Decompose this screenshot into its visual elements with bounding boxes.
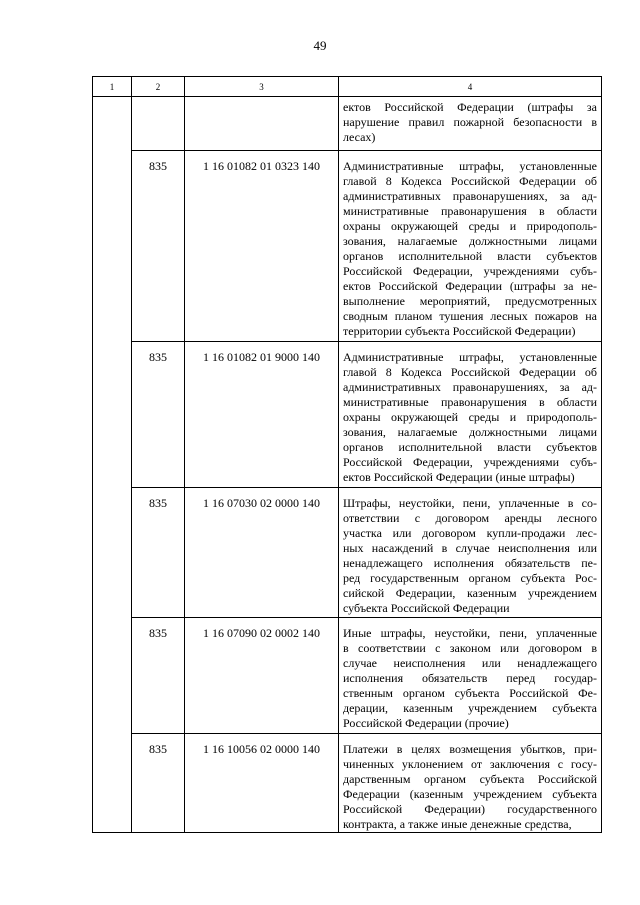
description-line: участка или договором купли-продажи лес- (343, 526, 597, 540)
description-line: дарственным органом субъекта Российской (343, 772, 597, 786)
budget-code-cell: 1 16 10056 02 0000 140 (185, 734, 339, 833)
description-line: Российской Федерации) государственного (343, 802, 597, 816)
description-line: ред государственным органом субъекта Рос- (343, 571, 597, 585)
description-cell (339, 488, 602, 618)
description-line: Иные штрафы, неустойки, пени, уплаченные (343, 626, 597, 640)
budget-codes-table (92, 76, 602, 833)
admin-code-cell (132, 97, 185, 151)
description-line: чиненных уклонением от заключения с госу- (343, 757, 597, 771)
admin-code-cell: 835 (132, 342, 185, 488)
description-line: главой 8 Кодекса Российской Федерации об (343, 174, 597, 188)
table-header-row (93, 77, 602, 97)
table-row (93, 734, 602, 833)
description-line: исполнения обязательств перед государ- (343, 671, 597, 685)
description-line: ектов Российской Федерации (штрафы за не- (343, 279, 597, 293)
description-line: сводным планом тушения лесных пожаров на (343, 309, 597, 323)
description-cell (339, 618, 602, 734)
description-line: субъекта Российской Федерации (343, 601, 510, 615)
description-line: ненадлежащего исполнения обязательств пе- (343, 556, 597, 570)
budget-code-cell: 1 16 07030 02 0000 140 (185, 488, 339, 618)
description-line: Административные штрафы, установленные (343, 350, 597, 364)
description-line: лесах) (343, 130, 376, 144)
description-line: нарушение правил пожарной безопасности в (343, 115, 597, 129)
description-line: территории субъекта Российской Федерации) (343, 324, 576, 338)
description-line: ных насаждений в случае неисполнения или (343, 541, 597, 555)
description-line: административных правонарушениях, за ад- (343, 380, 597, 394)
header-col-4: 4 (339, 77, 602, 97)
admin-code-cell: 835 (132, 618, 185, 734)
description-line: контракта, а также иные денежные средства, (343, 817, 572, 831)
budget-code-cell (185, 97, 339, 151)
admin-code-cell: 835 (132, 151, 185, 342)
description-cell (339, 734, 602, 833)
description-line: главой 8 Кодекса Российской Федерации об (343, 365, 597, 379)
header-col-3: 3 (185, 77, 339, 97)
description-line: охраны окружающей среды и природополь- (343, 410, 597, 424)
description-line: дерации, казенным учреждением субъекта (343, 701, 597, 715)
header-col-1: 1 (93, 77, 132, 97)
description-line: органов исполнительной власти субъектов (343, 440, 597, 454)
description-line: охраны окружающей среды и природополь- (343, 219, 597, 233)
description-cell (339, 151, 602, 342)
blank-col-1-cell (93, 97, 132, 833)
page-number: 49 (313, 38, 327, 53)
table-row (93, 151, 602, 342)
description-line: Федерации (казенным учреждением субъекта (343, 787, 597, 801)
description-line: Российской Федерации, учреждениями субъ- (343, 455, 597, 469)
description-line: сийской Федерации, казенным учреждением (343, 586, 597, 600)
table-row (93, 342, 602, 488)
admin-code-cell: 835 (132, 734, 185, 833)
description-line: административных правонарушениях, за ад- (343, 189, 597, 203)
description-line: зования, налагаемые должностными лицами (343, 425, 597, 439)
description-line: в соответствии с законом или договором в (343, 641, 597, 655)
header-col-2: 2 (132, 77, 185, 97)
table-row (93, 488, 602, 618)
description-line: ектов Российской Федерации (штрафы за (343, 100, 597, 114)
description-line: Штрафы, неустойки, пени, уплаченные в со- (343, 496, 597, 510)
description-line: органов исполнительной власти субъектов (343, 249, 597, 263)
description-line: ответствии с договором аренды лесного (343, 511, 597, 525)
description-line: зования, налагаемые должностными лицами (343, 234, 597, 248)
budget-code-cell: 1 16 01082 01 0323 140 (185, 151, 339, 342)
table-row (93, 97, 602, 151)
description-line: ственным органом субъекта Российской Фе- (343, 686, 597, 700)
description-line: министративные правонарушения в области (343, 395, 597, 409)
budget-code-cell: 1 16 07090 02 0002 140 (185, 618, 339, 734)
description-line: выполнение мероприятий, предусмотренных (343, 294, 597, 308)
description-line: министративные правонарушения в области (343, 204, 597, 218)
description-line: Платежи в целях возмещения убытков, при- (343, 742, 597, 756)
description-line: Административные штрафы, установленные (343, 159, 597, 173)
description-line: Российской Федерации, учреждениями субъ- (343, 264, 597, 278)
budget-code-cell: 1 16 01082 01 9000 140 (185, 342, 339, 488)
table-row (93, 618, 602, 734)
description-cell (339, 342, 602, 488)
description-line: Российской Федерации (прочие) (343, 716, 509, 730)
description-line: ектов Российской Федерации (иные штрафы) (343, 470, 575, 484)
description-cell (339, 97, 602, 151)
description-line: случае неисполнения или ненадлежащего (343, 656, 597, 670)
admin-code-cell: 835 (132, 488, 185, 618)
